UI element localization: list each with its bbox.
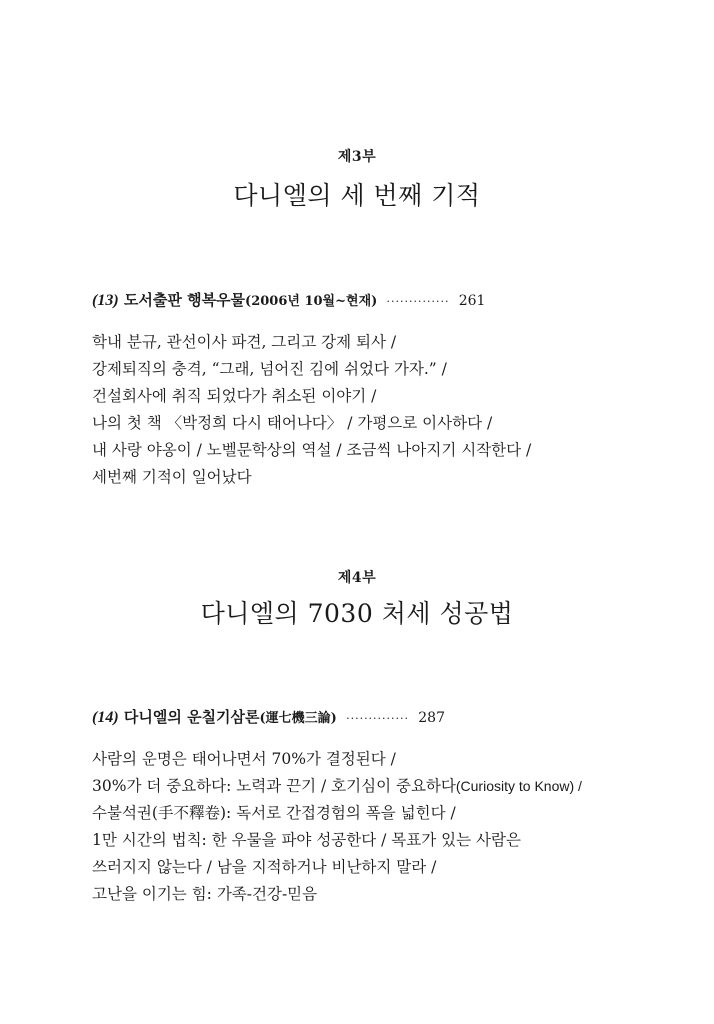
chapter-14-heading (92, 706, 632, 727)
chapter-14-page-number: 287 (418, 710, 445, 726)
part-3-title: 다니엘의 세 번째 기적 (233, 181, 481, 210)
part-4-label: 제4부 (337, 570, 377, 586)
contents-line: 강제퇴직의 충격, “그래, 넘어진 김에 쉬었다 가자.” / (92, 360, 447, 378)
part-4-title: 다니엘의 7030 처세 성공법 (200, 599, 514, 628)
chapter-14-number: (14) (92, 709, 119, 726)
chapter-14 (92, 706, 632, 908)
chapter-13-period: (2006년 10월~현재) (245, 294, 378, 309)
chapter-14-title: 다니엘의 운칠기삼론 (123, 708, 260, 726)
part-3-label: 제3부 (337, 149, 377, 165)
chapter-14-contents (92, 746, 632, 908)
contents-line: 세번째 기적이 일어났다 (92, 468, 252, 486)
contents-line-text: 30%가 더 중요하다: 노력과 끈기 / 호기심이 중요하다 (92, 777, 456, 795)
chapter-13-number: (13) (92, 292, 119, 309)
contents-line: 건설회사에 취직 되었다가 취소된 이야기 / (92, 387, 377, 405)
chapter-14-leader-dots: ·············· (346, 712, 410, 725)
contents-line: 수불석권(手不釋卷): 독서로 간접경험의 폭을 넓힌다 / (92, 804, 456, 822)
contents-line (92, 773, 632, 800)
chapter-13 (92, 289, 632, 491)
chapter-13-contents (92, 329, 632, 491)
contents-line: 사람의 운명은 태어나면서 70%가 결정된다 / (92, 750, 396, 768)
chapter-13-heading (92, 289, 632, 310)
chapter-13-page-number: 261 (458, 293, 486, 309)
contents-line: 쓰러지지 않는다 / 남을 지적하거나 비난하지 말라 / (92, 858, 437, 876)
chapter-13-title: 도서출판 행복우물 (123, 291, 246, 309)
chapter-14-subtitle: (運七機三論) (259, 711, 337, 726)
contents-line: 내 사랑 야옹이 / 노벨문학상의 역설 / 조금씩 나아지기 시작한다 / (92, 441, 532, 459)
chapter-13-leader-dots: ·············· (386, 295, 450, 308)
contents-line: 고난을 이기는 힘: 가족-건강-믿음 (92, 885, 318, 903)
contents-line: 1만 시간의 법칙: 한 우물을 파야 성공한다 / 목표가 있는 사람은 (92, 831, 521, 849)
contents-line: 학내 분규, 관선이사 파견, 그리고 강제 퇴사 / (92, 333, 397, 351)
contents-line: 나의 첫 책 〈박정희 다시 태어나다〉 / 가평으로 이사하다 / (92, 414, 493, 432)
contents-line-latin: (Curiosity to Know) / (455, 778, 582, 794)
